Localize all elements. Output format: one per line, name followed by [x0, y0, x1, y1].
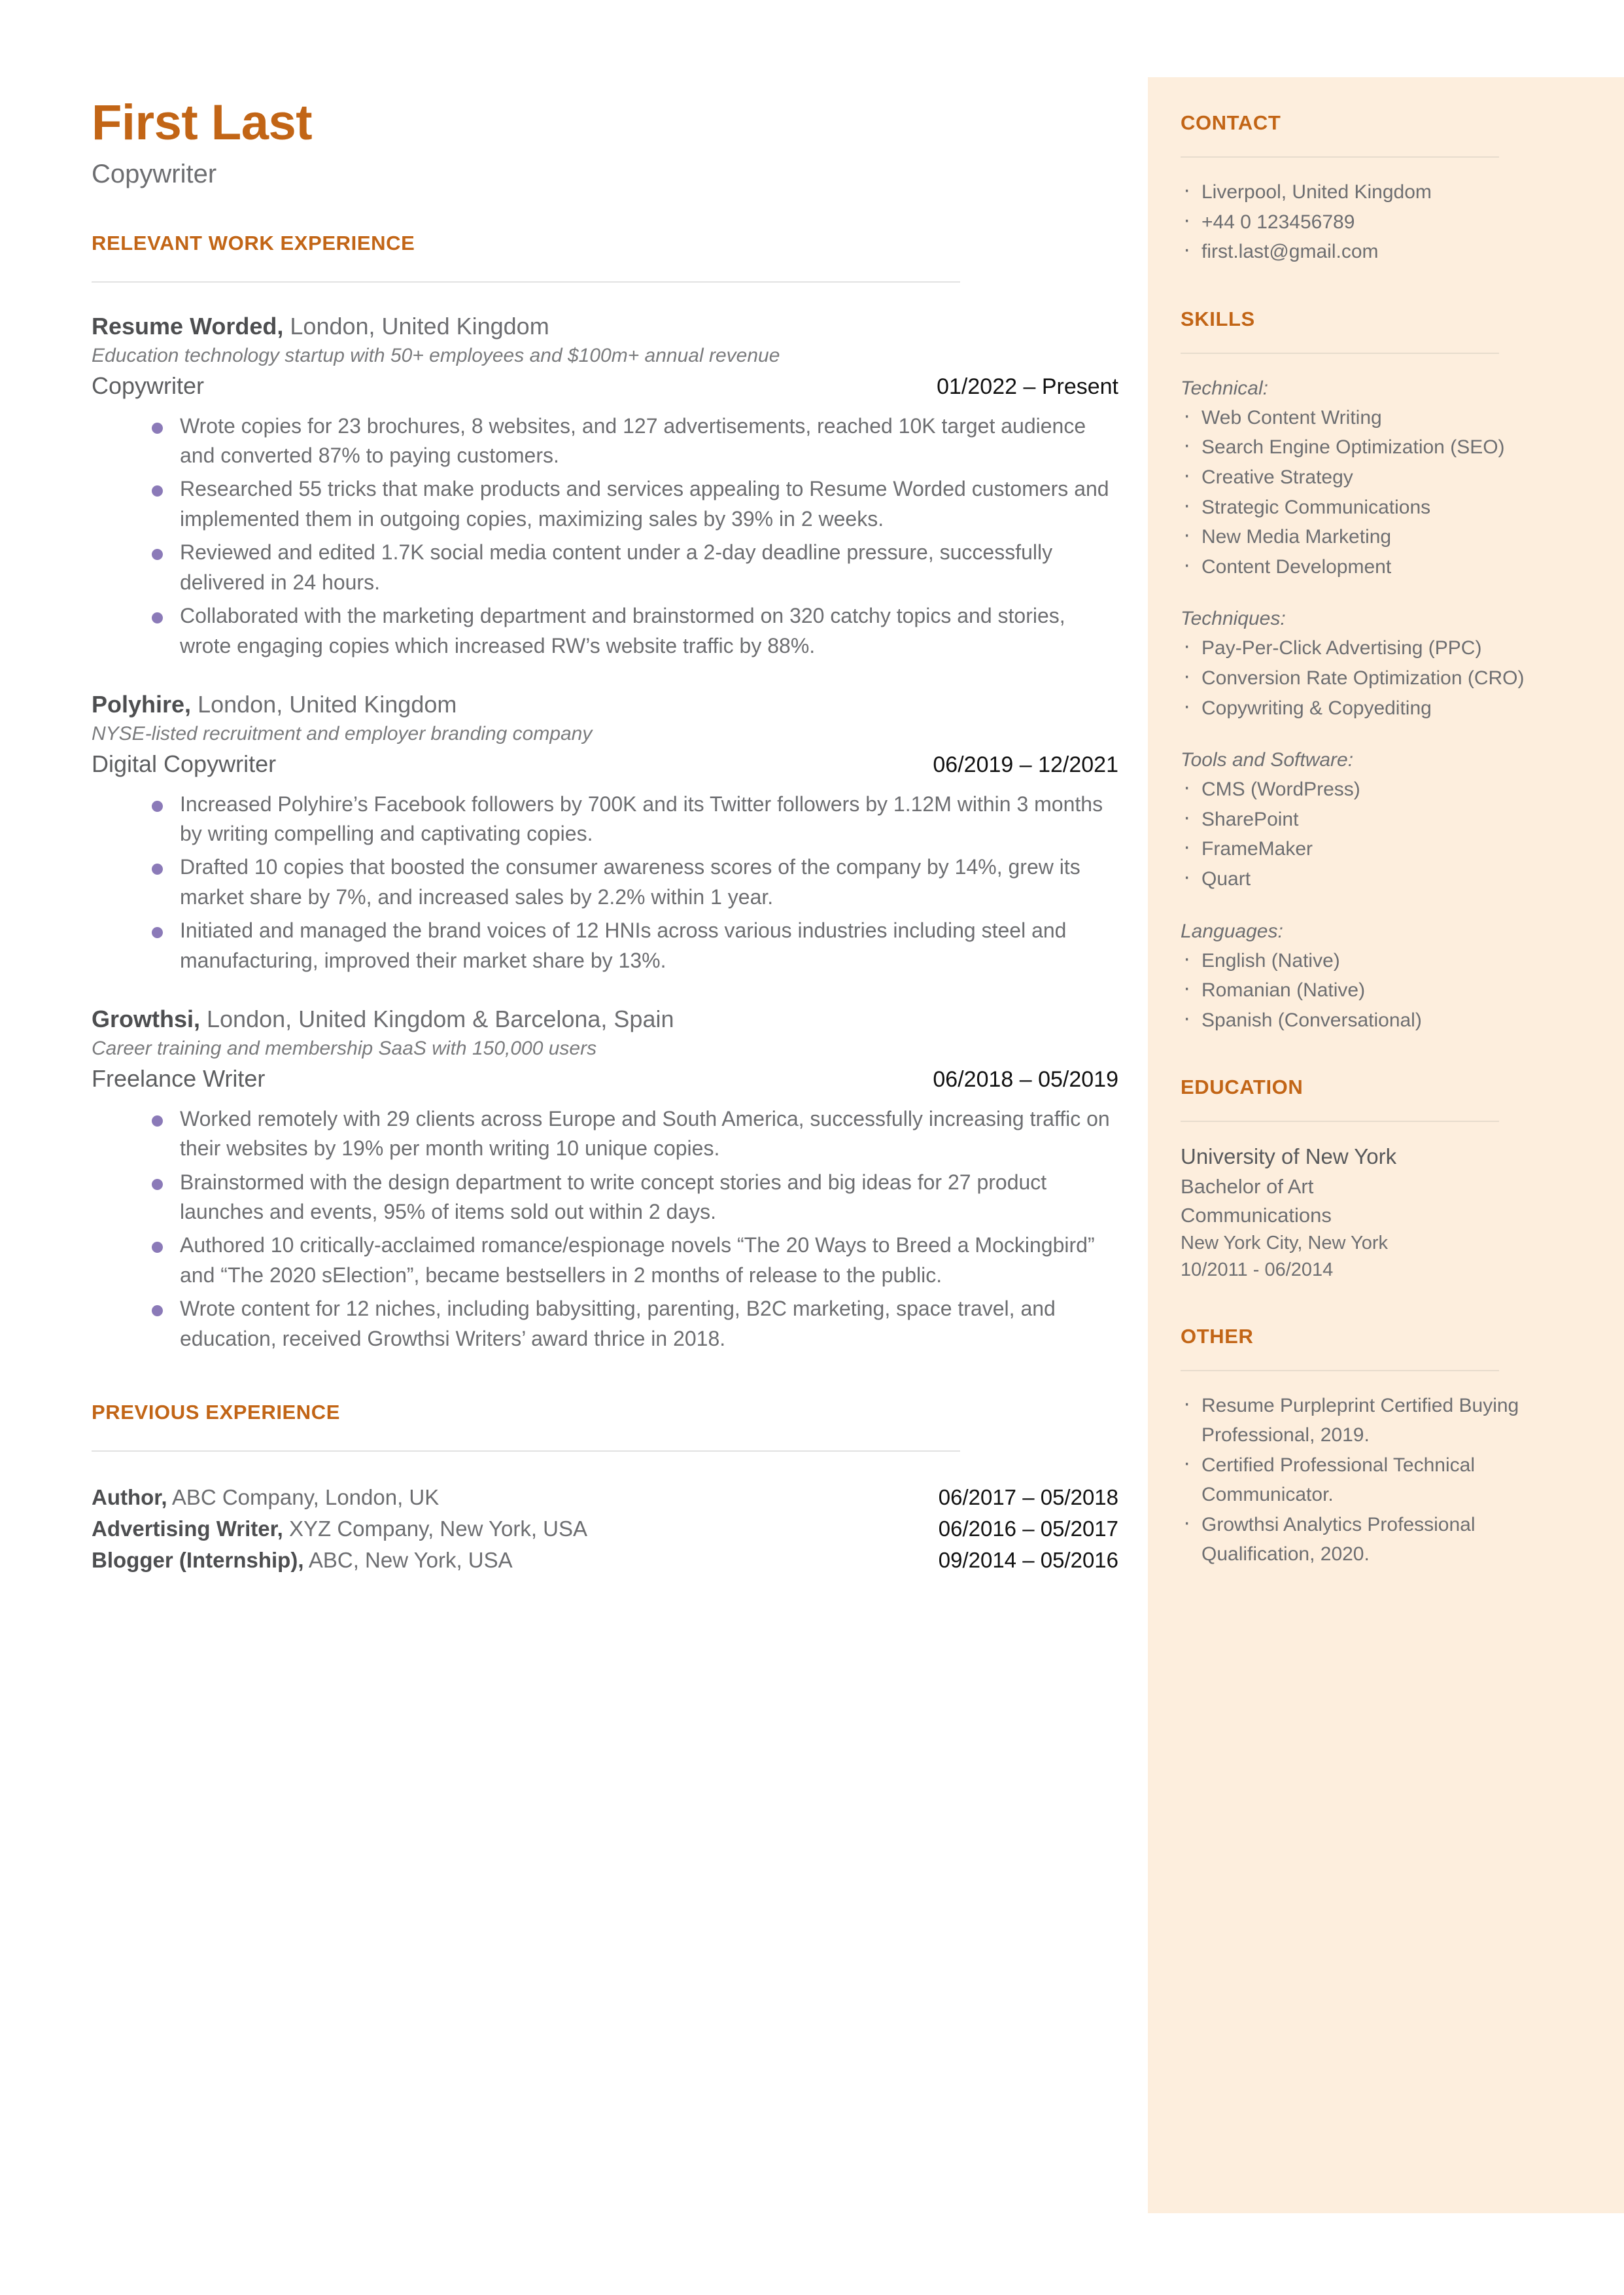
- skill-item: · New Media Marketing: [1181, 522, 1534, 552]
- job-bullet: Wrote copies for 23 brochures, 8 websites, and 127 advertisements, reached 10K target audience and converted 87% to paying customers.: [92, 412, 1118, 471]
- section-title-previous-experience: PREVIOUS EXPERIENCE: [92, 1401, 341, 1424]
- job-dates: 06/2018 – 05/2019: [933, 1066, 1118, 1092]
- previous-role-title: Advertising Writer,: [92, 1516, 283, 1541]
- skills-group-technical: [1181, 374, 1534, 582]
- other-list: [1181, 1391, 1534, 1570]
- job-location: London, United Kingdom: [283, 313, 549, 340]
- contact-phone: · +44 0 123456789: [1181, 207, 1534, 237]
- previous-role-company: ABC Company, London, UK: [167, 1485, 440, 1510]
- previous-role-company: ABC, New York, USA: [303, 1547, 513, 1572]
- job-bullet-list: [92, 1104, 1118, 1354]
- candidate-headline: Copywriter: [92, 160, 217, 188]
- other-item: · Growthsi Analytics Professional Qualification, 2020.: [1181, 1510, 1534, 1569]
- sidebar-divider-contact: [1181, 156, 1499, 158]
- experience-entry: [92, 690, 1118, 975]
- job-bullet: Drafted 10 copies that boosted the consumer awareness scores of the company by 14%, grew its market share by 7%, and increased sales by 2.2% within 1 year.: [92, 852, 1118, 912]
- skill-item: · Creative Strategy: [1181, 463, 1534, 493]
- job-company-name: Resume Worded,: [92, 313, 284, 340]
- experience-entry: [92, 1004, 1118, 1354]
- education-field: Communications: [1181, 1204, 1332, 1227]
- job-title: Digital Copywriter: [92, 750, 277, 777]
- section-divider-work: [92, 281, 960, 283]
- job-bullet: Authored 10 critically-acclaimed romance/espionage novels “The 20 Ways to Breed a Mockingbird” and “The 2020 sElection”, became bestsellers in 2 months of release to the public.: [92, 1231, 1118, 1290]
- job-bullet: Initiated and managed the brand voices of 12 HNIs across various industries including steel and manufacturing, improved their market share by 13%.: [92, 916, 1118, 975]
- other-item: · Resume Purpleprint Certified Buying Professional, 2019.: [1181, 1391, 1534, 1450]
- job-title-row: [92, 372, 1118, 400]
- skill-item: · CMS (WordPress): [1181, 775, 1534, 805]
- job-bullet: Increased Polyhire’s Facebook followers by 700K and its Twitter followers by 1.12M within 3 months by writing compelling and captivating copies.: [92, 790, 1118, 849]
- job-bullet: Collaborated with the marketing department and brainstormed on 320 catchy topics and stories, wrote engaging copies which increased RW’s website traffic by 88%.: [92, 601, 1118, 661]
- previous-experience-row: [92, 1482, 1118, 1513]
- education-location: New York City, New York: [1181, 1233, 1388, 1254]
- job-company-line: [92, 1004, 1118, 1034]
- previous-role-line: [92, 1513, 587, 1545]
- main-column: [92, 95, 1118, 1576]
- sidebar-section-title-education: EDUCATION: [1181, 1076, 1304, 1099]
- skill-item: · SharePoint: [1181, 805, 1534, 835]
- job-company-line: [92, 690, 1118, 719]
- education-dates: 10/2011 - 06/2014: [1181, 1259, 1334, 1281]
- job-dates: 06/2019 – 12/2021: [933, 752, 1118, 777]
- job-title: Freelance Writer: [92, 1064, 266, 1092]
- sidebar-divider-skills: [1181, 353, 1499, 354]
- job-dates: 01/2022 – Present: [937, 374, 1118, 399]
- sidebar-section-title-other: OTHER: [1181, 1324, 1254, 1348]
- job-company-line: [92, 311, 1118, 341]
- previous-role-company: XYZ Company, New York, USA: [283, 1516, 588, 1541]
- previous-role-line: [92, 1482, 439, 1513]
- previous-role-title: Blogger (Internship),: [92, 1547, 304, 1572]
- sidebar-column: [1181, 111, 1534, 1569]
- other-item: · Certified Professional Technical Communicator.: [1181, 1450, 1534, 1510]
- job-bullet: Wrote content for 12 niches, including babysitting, parenting, B2C marketing, space travel, and education, received Growthsi Writers’ award thrice in 2018.: [92, 1294, 1118, 1354]
- skill-item: · Strategic Communications: [1181, 493, 1534, 523]
- skill-item: · FrameMaker: [1181, 834, 1534, 864]
- section-divider-previous: [92, 1450, 960, 1452]
- job-company-description: Career training and membership SaaS with 150,000 users: [92, 1038, 597, 1060]
- job-company-description: Education technology startup with 50+ employees and $100m+ annual revenue: [92, 345, 780, 366]
- skill-item: · Web Content Writing: [1181, 403, 1534, 433]
- job-bullet-list: [92, 790, 1118, 976]
- job-company-description: NYSE-listed recruitment and employer branding company: [92, 723, 593, 745]
- education-entry: [1181, 1142, 1534, 1284]
- skill-item: · Conversion Rate Optimization (CRO): [1181, 663, 1534, 693]
- job-bullet-list: [92, 412, 1118, 661]
- skill-item: · Quart: [1181, 864, 1534, 894]
- skills-group-label: Technical:: [1181, 377, 1268, 399]
- previous-role-dates: 06/2016 – 05/2017: [938, 1516, 1118, 1541]
- previous-role-dates: 06/2017 – 05/2018: [938, 1485, 1118, 1510]
- experience-entry: [92, 311, 1118, 661]
- language-item: · Spanish (Conversational): [1181, 1006, 1534, 1036]
- contact-list: [1181, 177, 1534, 267]
- skills-group-label: Techniques:: [1181, 608, 1286, 630]
- previous-role-dates: 09/2014 – 05/2016: [938, 1547, 1118, 1572]
- skill-item: · Search Engine Optimization (SEO): [1181, 432, 1534, 463]
- skill-item: · Content Development: [1181, 552, 1534, 582]
- contact-email[interactable]: · first.last@gmail.com: [1181, 237, 1534, 267]
- job-bullet: Worked remotely with 29 clients across Europe and South America, successfully increasing traffic on their websites by 19% per month writing 10 unique copies.: [92, 1104, 1118, 1164]
- job-company-name: Growthsi,: [92, 1006, 201, 1033]
- candidate-name: First Last: [92, 95, 313, 150]
- contact-location: · Liverpool, United Kingdom: [1181, 177, 1534, 207]
- previous-experience-list: [92, 1482, 1118, 1576]
- previous-experience-row: [92, 1545, 1118, 1576]
- job-bullet: Brainstormed with the design department to write concept stories and big ideas for 27 product launches and events, 95% of items sold out within 2 days.: [92, 1168, 1118, 1227]
- education-degree: Bachelor of Art: [1181, 1175, 1314, 1199]
- language-item: · English (Native): [1181, 946, 1534, 976]
- job-title: Copywriter: [92, 372, 205, 399]
- previous-role-line: [92, 1545, 513, 1576]
- education-school: University of New York: [1181, 1144, 1397, 1169]
- sidebar-divider-other: [1181, 1370, 1499, 1371]
- job-bullet: Reviewed and edited 1.7K social media content under a 2-day deadline pressure, successfully delivered in 24 hours.: [92, 538, 1118, 597]
- sidebar-section-title-contact: CONTACT: [1181, 111, 1281, 134]
- job-title-row: [92, 1065, 1118, 1093]
- sidebar-section-title-skills: SKILLS: [1181, 307, 1255, 330]
- job-location: London, United Kingdom: [191, 691, 457, 718]
- job-company-name: Polyhire,: [92, 691, 192, 718]
- previous-role-title: Author,: [92, 1485, 167, 1510]
- skill-item: · Pay-Per-Click Advertising (PPC): [1181, 633, 1534, 663]
- section-title-work-experience: RELEVANT WORK EXPERIENCE: [92, 232, 415, 254]
- skill-item: · Copywriting & Copyediting: [1181, 693, 1534, 724]
- job-bullet: Researched 55 tricks that make products and services appealing to Resume Worded customers and implemented them in outgoing copies, maximizing sales by 39% in 2 weeks.: [92, 474, 1118, 534]
- skills-group-label: Languages:: [1181, 920, 1283, 942]
- job-title-row: [92, 750, 1118, 778]
- previous-experience-row: [92, 1513, 1118, 1545]
- skills-group-label: Tools and Software:: [1181, 749, 1354, 771]
- skills-group-techniques: [1181, 604, 1534, 723]
- skills-group-languages: [1181, 917, 1534, 1036]
- skills-group-tools: [1181, 745, 1534, 894]
- language-item: · Romanian (Native): [1181, 975, 1534, 1006]
- job-location: London, United Kingdom & Barcelona, Spain: [200, 1006, 674, 1033]
- sidebar-divider-education: [1181, 1121, 1499, 1122]
